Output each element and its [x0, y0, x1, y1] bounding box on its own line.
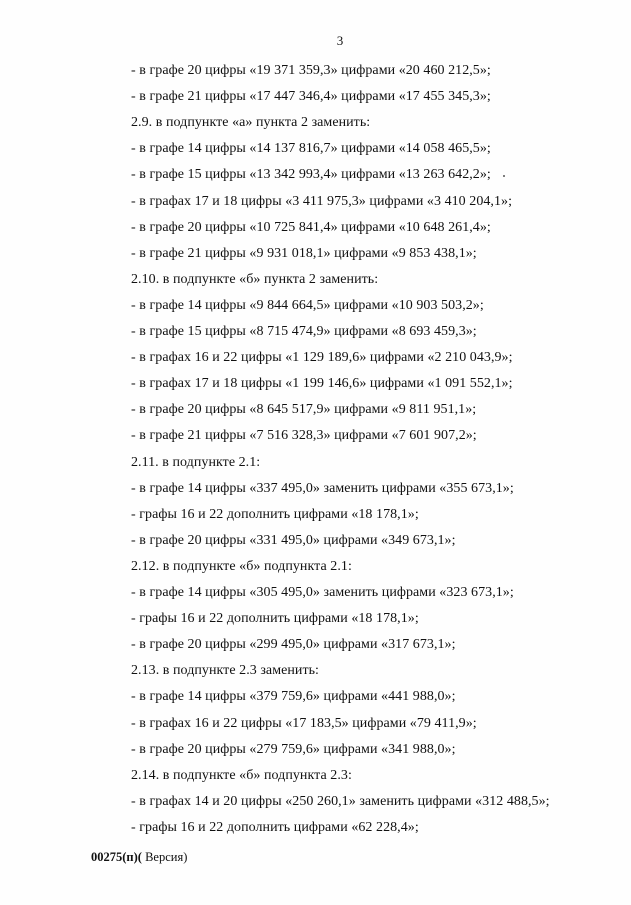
amendment-item: - графы 16 и 22 дополнить цифрами «18 178,1»;: [131, 506, 419, 522]
document-code: 00275(п)(: [91, 850, 142, 864]
amendment-item: - в графах 17 и 18 цифры «1 199 146,6» цифрами «1 091 552,1»;: [131, 376, 513, 392]
amendment-item: - в графе 20 цифры «19 371 359,3» цифрами «20 460 212,5»;: [131, 63, 491, 78]
document-version: Версия): [141, 850, 188, 864]
amendment-item: - в графе 20 цифры «10 725 841,4» цифрами «10 648 261,4»;: [131, 219, 491, 235]
page-number: 3: [336, 33, 344, 48]
document-footer: [91, 849, 187, 865]
amendment-item: - в графах 16 и 22 цифры «1 129 189,6» цифрами «2 210 043,9»;: [131, 350, 513, 366]
scan-speck: [503, 175, 505, 177]
section-heading: 2.13. в подпункте 2.3 заменить:: [131, 663, 319, 679]
amendment-item: - в графе 14 цифры «379 759,6» цифрами «441 988,0»;: [131, 689, 456, 705]
amendment-item: - в графе 14 цифры «14 137 816,7» цифрами «14 058 465,5»;: [131, 141, 491, 157]
section-heading: 2.14. в подпункте «б» подпункта 2.3:: [131, 767, 352, 783]
amendment-item: - графы 16 и 22 дополнить цифрами «18 178,1»;: [131, 611, 419, 627]
amendment-item: - в графе 15 цифры «8 715 474,9» цифрами «8 693 459,3»;: [131, 324, 477, 339]
amendment-item: - в графах 14 и 20 цифры «250 260,1» заменить цифрами «312 488,5»;: [131, 793, 550, 809]
amendment-item: - в графе 14 цифры «305 495,0» заменить цифрами «323 673,1»;: [131, 585, 514, 600]
amendment-item: - графы 16 и 22 дополнить цифрами «62 228,4»;: [131, 819, 419, 835]
amendment-item: - в графах 16 и 22 цифры «17 183,5» цифрами «79 411,9»;: [131, 715, 477, 731]
amendment-item: - в графе 20 цифры «299 495,0» цифрами «317 673,1»;: [131, 637, 456, 653]
section-heading: 2.9. в подпункте «а» пункта 2 заменить:: [131, 115, 371, 131]
amendment-item: - в графе 14 цифры «337 495,0» заменить цифрами «355 673,1»;: [131, 480, 514, 496]
section-heading: 2.12. в подпункте «б» подпункта 2.1:: [131, 558, 352, 574]
amendment-item: - в графах 17 и 18 цифры «3 411 975,3» цифрами «3 410 204,1»;: [131, 193, 513, 209]
amendment-item: - в графе 15 цифры «13 342 993,4» цифрами «13 263 642,2»;: [131, 167, 491, 183]
amendment-item: - в графе 20 цифры «331 495,0» цифрами «349 673,1»;: [131, 532, 456, 548]
section-heading: 2.10. в подпункте «б» пункта 2 заменить:: [131, 271, 379, 287]
amendment-item: - в графе 14 цифры «9 844 664,5» цифрами «10 903 503,2»;: [131, 297, 484, 313]
section-heading: 2.11. в подпункте 2.1:: [131, 454, 261, 470]
amendment-item: - в графе 20 цифры «279 759,6» цифрами «341 988,0»;: [131, 741, 456, 757]
amendment-item: - в графе 21 цифры «9 931 018,1» цифрами «9 853 438,1»;: [131, 245, 477, 261]
amendment-item: - в графе 21 цифры «7 516 328,3» цифрами «7 601 907,2»;: [131, 428, 477, 444]
amendment-item: - в графе 21 цифры «17 447 346,4» цифрами «17 455 345,3»;: [131, 89, 491, 105]
amendment-item: - в графе 20 цифры «8 645 517,9» цифрами «9 811 951,1»;: [131, 402, 477, 418]
